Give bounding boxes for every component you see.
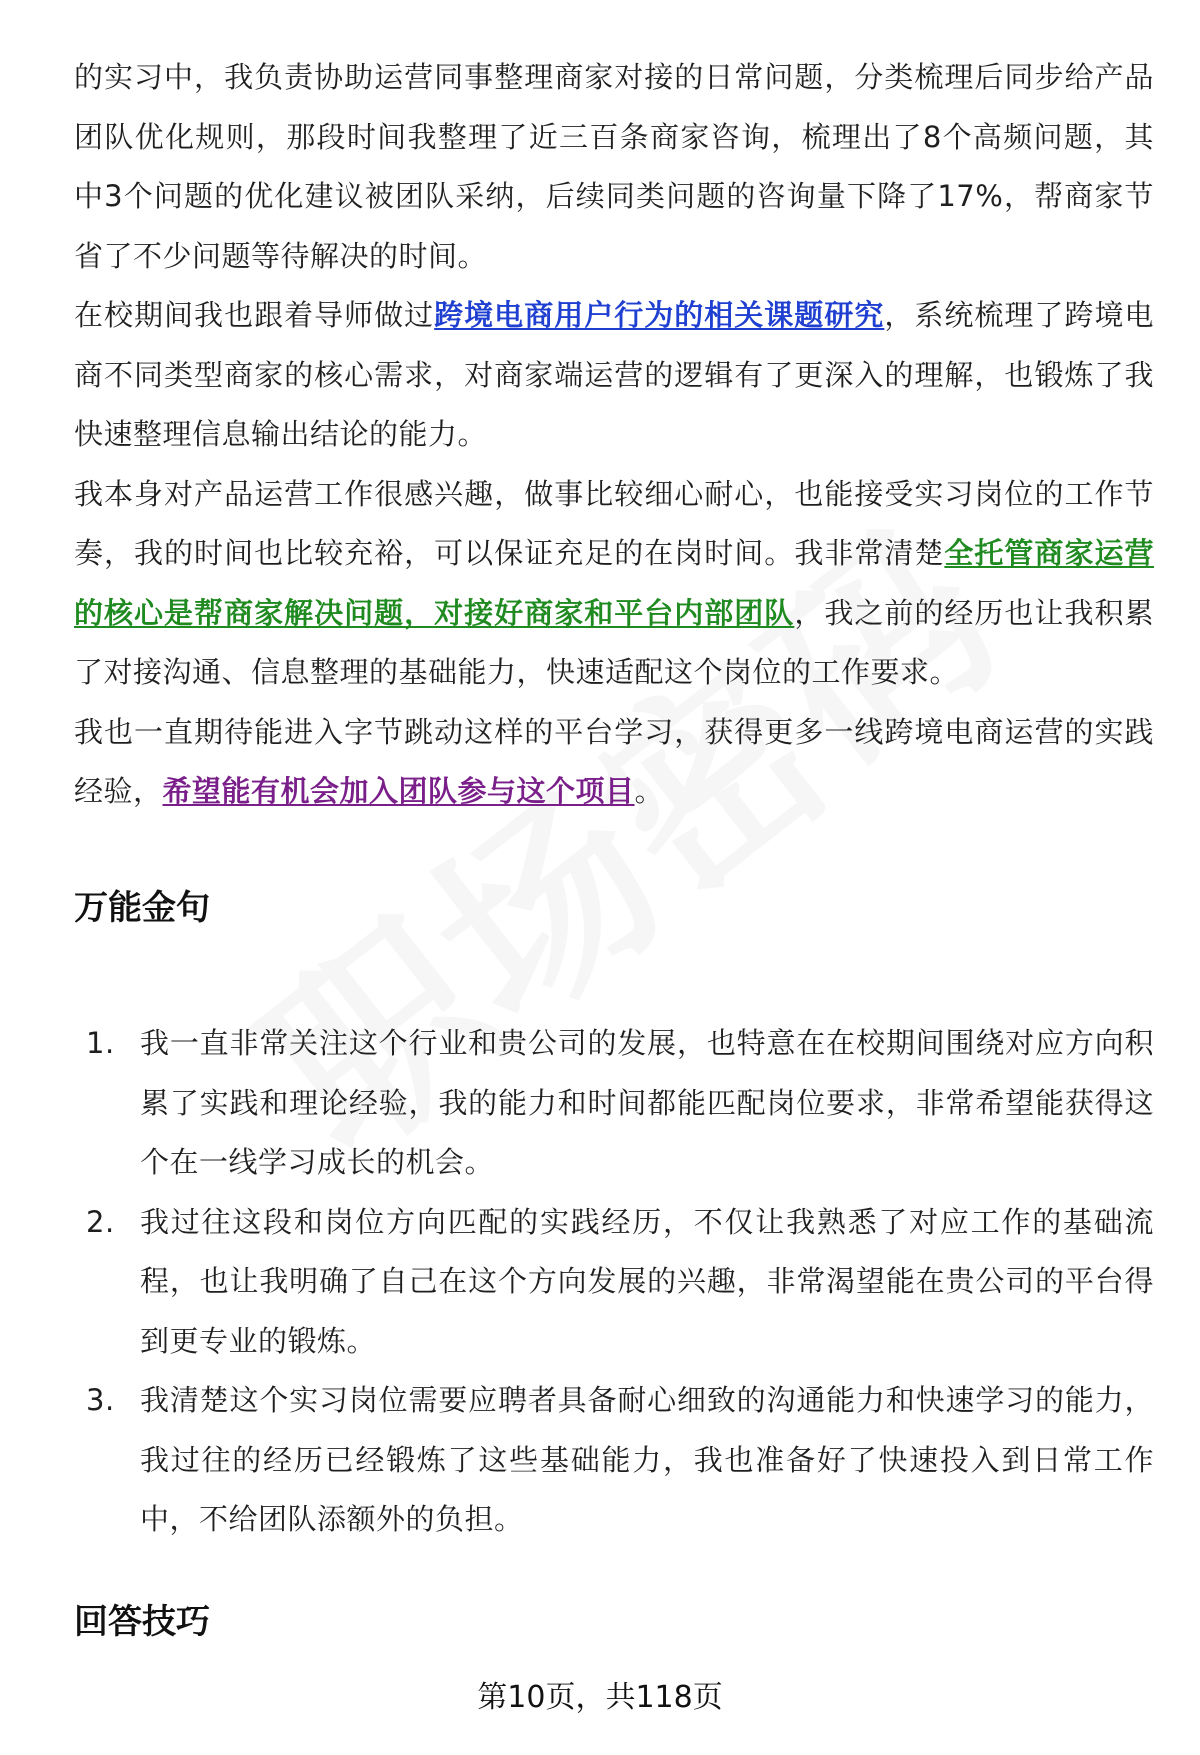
paragraph-1	[74, 48, 1154, 286]
list-item-text: 我过往这段和岗位方向匹配的实践经历，不仅让我熟悉了对应工作的基础流程，也让我明确了自己在这个方向发展的兴趣，非常渴望能在贵公司的平台得到更专业的锻炼。	[140, 1204, 1154, 1358]
paragraph-2-text-before: 在校期间我也跟着导师做过	[74, 298, 435, 332]
paragraph-3-text-after: ，我之前的经历也让我积累了对接沟通、信息整理的基础能力，快速适配这个岗位的工作要求。	[74, 595, 1154, 689]
paragraph-2-highlight: 跨境电商用户行为的相关课题研究	[434, 298, 885, 332]
list-item	[74, 1014, 1154, 1193]
paragraph-4-text-after: 。	[634, 774, 665, 808]
paragraph-4	[74, 703, 1154, 822]
section-heading-answer-tips: 回答技巧	[74, 1602, 210, 1642]
paragraph-3	[74, 465, 1154, 703]
list-item-number: 1.	[86, 1026, 115, 1060]
paragraph-4-highlight: 希望能有机会加入团队参与这个项目	[162, 774, 635, 808]
paragraph-3-text-before: 我本身对产品运营工作很感兴趣，做事比较细心耐心，也能接受实习岗位的工作节奏，我的时间也比较充裕，可以保证充足的在岗时间。我非常清楚	[74, 476, 1154, 570]
paragraph-2-text-after: ，系统梳理了跨境电商不同类型商家的核心需求，对商家端运营的逻辑有了更深入的理解，也锻炼了我快速整理信息输出结论的能力。	[74, 298, 1154, 451]
paragraph-2	[74, 286, 1154, 465]
list-item	[74, 1193, 1154, 1372]
paragraph-4-text-before: 我也一直期待能进入字节跳动这样的平台学习，获得更多一线跨境电商运营的实践经验，	[74, 714, 1154, 808]
list-item-number: 3.	[86, 1383, 115, 1417]
list-item	[74, 1371, 1154, 1550]
list-item-text: 我一直非常关注这个行业和贵公司的发展，也特意在在校期间围绕对应方向积累了实践和理论经验，我的能力和时间都能匹配岗位要求，非常希望能获得这个在一线学习成长的机会。	[140, 1026, 1154, 1179]
universal-phrases-list	[74, 1014, 1154, 1550]
section-heading-universal-phrases: 万能金句	[74, 888, 210, 928]
list-item-text: 我清楚这个实习岗位需要应聘者具备耐心细致的沟通能力和快速学习的能力，我过往的经历已经锻炼了这些基础能力，我也准备好了快速投入到日常工作中，不给团队添额外的负担。	[140, 1383, 1154, 1536]
page-number-footer: 第10页，共118页	[477, 1680, 723, 1715]
paragraph-3-highlight: 全托管商家运营的核心是帮商家解决问题，对接好商家和平台内部团队	[74, 536, 1154, 630]
document-page	[74, 48, 1154, 1642]
list-item-number: 2.	[86, 1204, 115, 1239]
paragraph-1-text: 的实习中，我负责协助运营同事整理商家对接的日常问题，分类梳理后同步给产品团队优化规则，那段时间我整理了近三百条商家咨询，梳理出了8个高频问题，其中3个问题的优化建议被团队采纳，后续同类问题的咨询量下降了17%，帮商家节省了不少问题等待解决的时间。	[74, 60, 1154, 273]
